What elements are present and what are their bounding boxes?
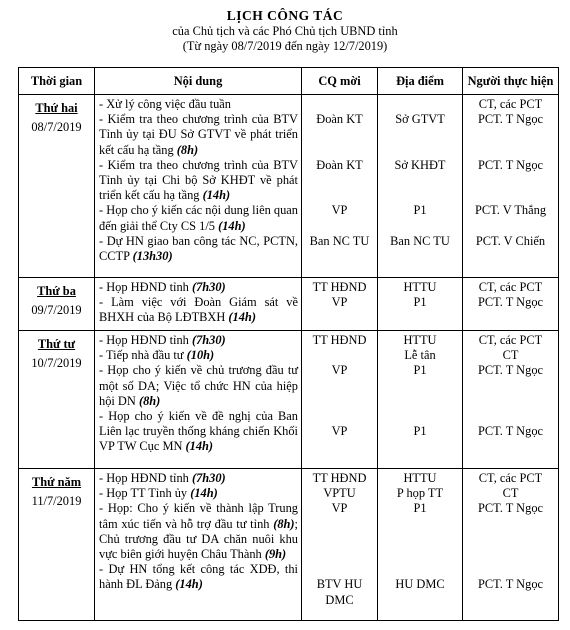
task-bullet: - — [99, 112, 104, 127]
location-line — [380, 409, 460, 424]
task-text: Kiểm tra theo chương trình của BTV Tỉnh ủy tại ĐU Sở GTVT về phát triển kết cấu hạ tầng — [99, 112, 298, 157]
inviter-line: TT HĐND — [312, 280, 367, 294]
content-cell — [95, 331, 302, 469]
inviter-line — [304, 517, 375, 532]
inviter-line — [304, 394, 375, 409]
schedule-header — [0, 0, 570, 54]
location-line: P họp TT — [396, 486, 444, 501]
table-row — [19, 278, 559, 331]
task-bullet: - — [99, 295, 104, 310]
task-bullet: - — [99, 562, 104, 577]
person-line — [465, 188, 556, 203]
person-line: CT — [502, 486, 519, 501]
inviter-line — [304, 562, 375, 577]
inviter-line: VPTU — [323, 486, 356, 501]
col-header-location: Địa điểm — [378, 68, 463, 95]
task-item — [99, 363, 298, 409]
task-text: Kiểm tra theo chương trình của BTV Tỉnh ủy tại Chi bộ Sở KHĐT về phát triển kết cấu hạ tầng — [99, 157, 298, 203]
table-row — [19, 331, 559, 469]
inviter-cell — [302, 331, 378, 469]
day-date: 09/7/2019 — [31, 303, 82, 317]
inviter-line: TT HĐND — [312, 333, 367, 347]
inviter-line: VP — [331, 363, 348, 378]
person-line: CT, các PCT — [478, 280, 543, 294]
task-text: Dự HN giao ban công tác NC, PCTN, CCTP — [99, 233, 298, 264]
day-cell — [19, 95, 95, 278]
task-text: Họp cho ý kiến về đề nghị của Ban Liên lạc truyền thống kháng chiến Khối VP TW Cục MN — [99, 409, 298, 454]
location-line: HTTU — [403, 471, 437, 485]
task-text: Họp HĐND tỉnh — [103, 471, 192, 485]
day-date: 10/7/2019 — [31, 356, 82, 370]
task-item — [99, 333, 298, 348]
person-line: PCT. T Ngọc — [477, 112, 544, 127]
task-time: (8h) — [273, 516, 295, 531]
person-cell — [463, 278, 559, 331]
day-cell — [19, 469, 95, 621]
person-line — [465, 379, 556, 394]
task-time: (14h) — [228, 310, 256, 325]
task-time: (7h30) — [191, 280, 226, 294]
location-line — [380, 127, 460, 142]
person-cell — [463, 331, 559, 469]
person-cell — [463, 469, 559, 621]
task-time: (14h) — [202, 188, 231, 203]
location-line — [380, 562, 460, 577]
location-line: P1 — [413, 501, 427, 516]
inviter-line — [304, 188, 375, 203]
task-bullet: - — [99, 97, 104, 111]
location-line: Ban NC TU — [390, 233, 450, 248]
task-item — [99, 158, 298, 204]
task-bullet: - — [99, 348, 104, 363]
task-item — [99, 97, 298, 112]
inviter-line — [304, 173, 375, 188]
inviter-cell — [302, 469, 378, 621]
person-line — [465, 143, 556, 158]
task-item — [99, 562, 298, 592]
person-line: CT, các PCT — [478, 333, 543, 347]
location-line — [380, 97, 460, 112]
inviter-line — [304, 409, 375, 424]
person-line: PCT. T Ngọc — [477, 501, 544, 516]
content-cell — [95, 95, 302, 278]
person-line — [465, 409, 556, 424]
task-bullet: - — [99, 363, 104, 378]
location-line: Sở GTVT — [395, 112, 445, 127]
inviter-line — [304, 547, 375, 562]
task-text: Họp TT Tỉnh ủy — [103, 486, 191, 501]
inviter-line: BTV HU — [316, 577, 363, 592]
day-date: 08/7/2019 — [31, 120, 82, 134]
inviter-line — [304, 219, 375, 234]
content-cell — [95, 469, 302, 621]
inviter-line: TT HĐND — [312, 471, 367, 485]
inviter-line — [304, 127, 375, 142]
task-bullet: - — [99, 409, 104, 424]
location-line: P1 — [413, 363, 427, 378]
person-line: PCT. V Thắng — [474, 203, 547, 218]
table-row — [19, 95, 559, 278]
task-text: Họp cho ý kiến các nội dung liên quan đến giải thể Cty CS 1/5 — [99, 203, 298, 233]
location-cell — [378, 469, 463, 621]
inviter-line — [304, 348, 375, 363]
inviter-line — [304, 379, 375, 394]
day-name: Thứ tư — [37, 337, 76, 351]
task-text: Làm việc với Đoàn Giám sát về BHXH của Bộ LĐTBXH — [99, 295, 298, 325]
col-header-time: Thời gian — [19, 68, 95, 95]
location-line — [380, 188, 460, 203]
location-line — [380, 143, 460, 158]
person-line: PCT. V Chiến — [475, 233, 546, 248]
task-time: (10h) — [186, 348, 215, 363]
inviter-line: DMC — [325, 592, 354, 607]
inviter-line: Đoàn KT — [316, 157, 363, 172]
location-line — [380, 394, 460, 409]
person-line: PCT. T Ngọc — [477, 424, 544, 439]
task-item — [99, 409, 298, 455]
day-date: 11/7/2019 — [31, 494, 82, 508]
location-line: HU DMC — [395, 577, 445, 592]
task-bullet: - — [99, 471, 104, 485]
col-header-content: Nội dung — [95, 68, 302, 95]
inviter-cell — [302, 278, 378, 331]
task-item — [99, 471, 298, 486]
person-line — [465, 562, 556, 577]
person-line: CT, các PCT — [478, 471, 543, 485]
task-text-continued: ; Chủ trương đầu tư DA chăn nuôi khu vực biên giới huyện Châu Thành — [99, 516, 298, 562]
task-bullet: - — [99, 501, 104, 516]
person-line — [465, 394, 556, 409]
task-text: Họp HĐND tỉnh — [103, 333, 192, 347]
table-row — [19, 469, 559, 621]
task-time: (7h30) — [191, 471, 226, 485]
task-bullet: - — [99, 203, 104, 218]
task-time: (13h30) — [132, 249, 173, 264]
inviter-line: VP — [331, 424, 348, 439]
location-line: P1 — [413, 203, 427, 218]
task-text: Xử lý công việc đầu tuần — [103, 97, 231, 111]
location-line — [380, 379, 460, 394]
task-item — [99, 501, 298, 562]
inviter-line: VP — [331, 203, 348, 218]
task-text: Họp: Cho ý kiến về thành lập Trung tâm xúc tiến và hỗ trợ đầu tư tỉnh — [99, 501, 298, 531]
location-line: Lễ tân — [404, 348, 436, 363]
task-time: (14h) — [175, 577, 203, 592]
task-bullet: - — [99, 333, 104, 347]
person-line: PCT. T Ngọc — [477, 157, 544, 172]
person-cell — [463, 95, 559, 278]
task-time: (8h) — [138, 393, 161, 408]
person-line — [465, 173, 556, 188]
location-cell — [378, 331, 463, 469]
task-item — [99, 203, 298, 233]
task-bullet: - — [99, 157, 104, 172]
task-time: (9h) — [264, 547, 287, 562]
inviter-line: VP — [331, 295, 348, 310]
day-cell — [19, 278, 95, 331]
col-header-person: Người thực hiện — [463, 68, 559, 95]
content-cell — [95, 278, 302, 331]
task-time: (14h) — [190, 486, 218, 501]
location-line: HTTU — [403, 280, 437, 294]
person-line: CT — [502, 348, 519, 363]
inviter-line — [304, 143, 375, 158]
task-item — [99, 112, 298, 158]
task-item — [99, 234, 298, 264]
location-cell — [378, 278, 463, 331]
inviter-line: Ban NC TU — [309, 233, 370, 248]
task-bullet: - — [99, 486, 104, 501]
task-item — [99, 295, 298, 325]
location-cell — [378, 95, 463, 278]
location-line — [380, 532, 460, 547]
schedule-subtitle: của Chủ tịch và các Phó Chủ tịch UBND tỉnh — [172, 24, 398, 38]
person-line: PCT. T Ngọc — [477, 577, 544, 592]
schedule-title: LỊCH CÔNG TÁC — [226, 8, 344, 23]
day-name: Thứ ba — [37, 284, 76, 298]
task-text: Họp HĐND tỉnh — [103, 280, 192, 294]
task-bullet: - — [99, 233, 104, 248]
schedule-date-range: (Từ ngày 08/7/2019 đến ngày 12/7/2019) — [182, 39, 388, 53]
person-line — [465, 547, 556, 562]
inviter-line: Đoàn KT — [316, 112, 363, 127]
location-line — [380, 547, 460, 562]
day-cell — [19, 331, 95, 469]
col-header-inviter: CQ mời — [302, 68, 378, 95]
person-line — [465, 219, 556, 234]
inviter-line: VP — [331, 501, 348, 516]
task-item — [99, 280, 298, 295]
inviter-cell — [302, 95, 378, 278]
location-line — [380, 219, 460, 234]
task-item — [99, 486, 298, 501]
person-line: CT, các PCT — [478, 97, 543, 111]
task-text: Họp cho ý kiến về chủ trương đầu tư một số DA; Việc tổ chức HN của hiệp hội DN — [99, 363, 298, 408]
task-time: (14h) — [185, 439, 214, 454]
task-text: Dự HN tổng kết công tác XDĐ, thi hành ĐL Đảng — [99, 562, 298, 592]
day-name: Thứ hai — [35, 101, 78, 115]
table-header-row — [19, 68, 559, 95]
task-text: Tiếp nhà đầu tư — [103, 348, 187, 363]
person-line — [465, 517, 556, 532]
task-item — [99, 348, 298, 363]
location-line: P1 — [413, 295, 427, 310]
day-name: Thứ năm — [31, 475, 82, 489]
person-line — [465, 532, 556, 547]
person-line: PCT. T Ngọc — [477, 363, 544, 378]
task-time: (14h) — [218, 218, 246, 233]
person-line — [465, 127, 556, 142]
location-line: HTTU — [403, 333, 437, 347]
location-line: P1 — [413, 424, 427, 439]
inviter-line — [304, 532, 375, 547]
inviter-line — [304, 97, 375, 112]
task-time: (8h) — [176, 142, 199, 157]
location-line: Sở KHĐT — [394, 157, 446, 172]
location-line — [380, 173, 460, 188]
location-line — [380, 517, 460, 532]
task-bullet: - — [99, 280, 104, 294]
task-time: (7h30) — [191, 333, 226, 347]
schedule-table — [18, 67, 559, 621]
person-line: PCT. T Ngọc — [477, 295, 544, 310]
